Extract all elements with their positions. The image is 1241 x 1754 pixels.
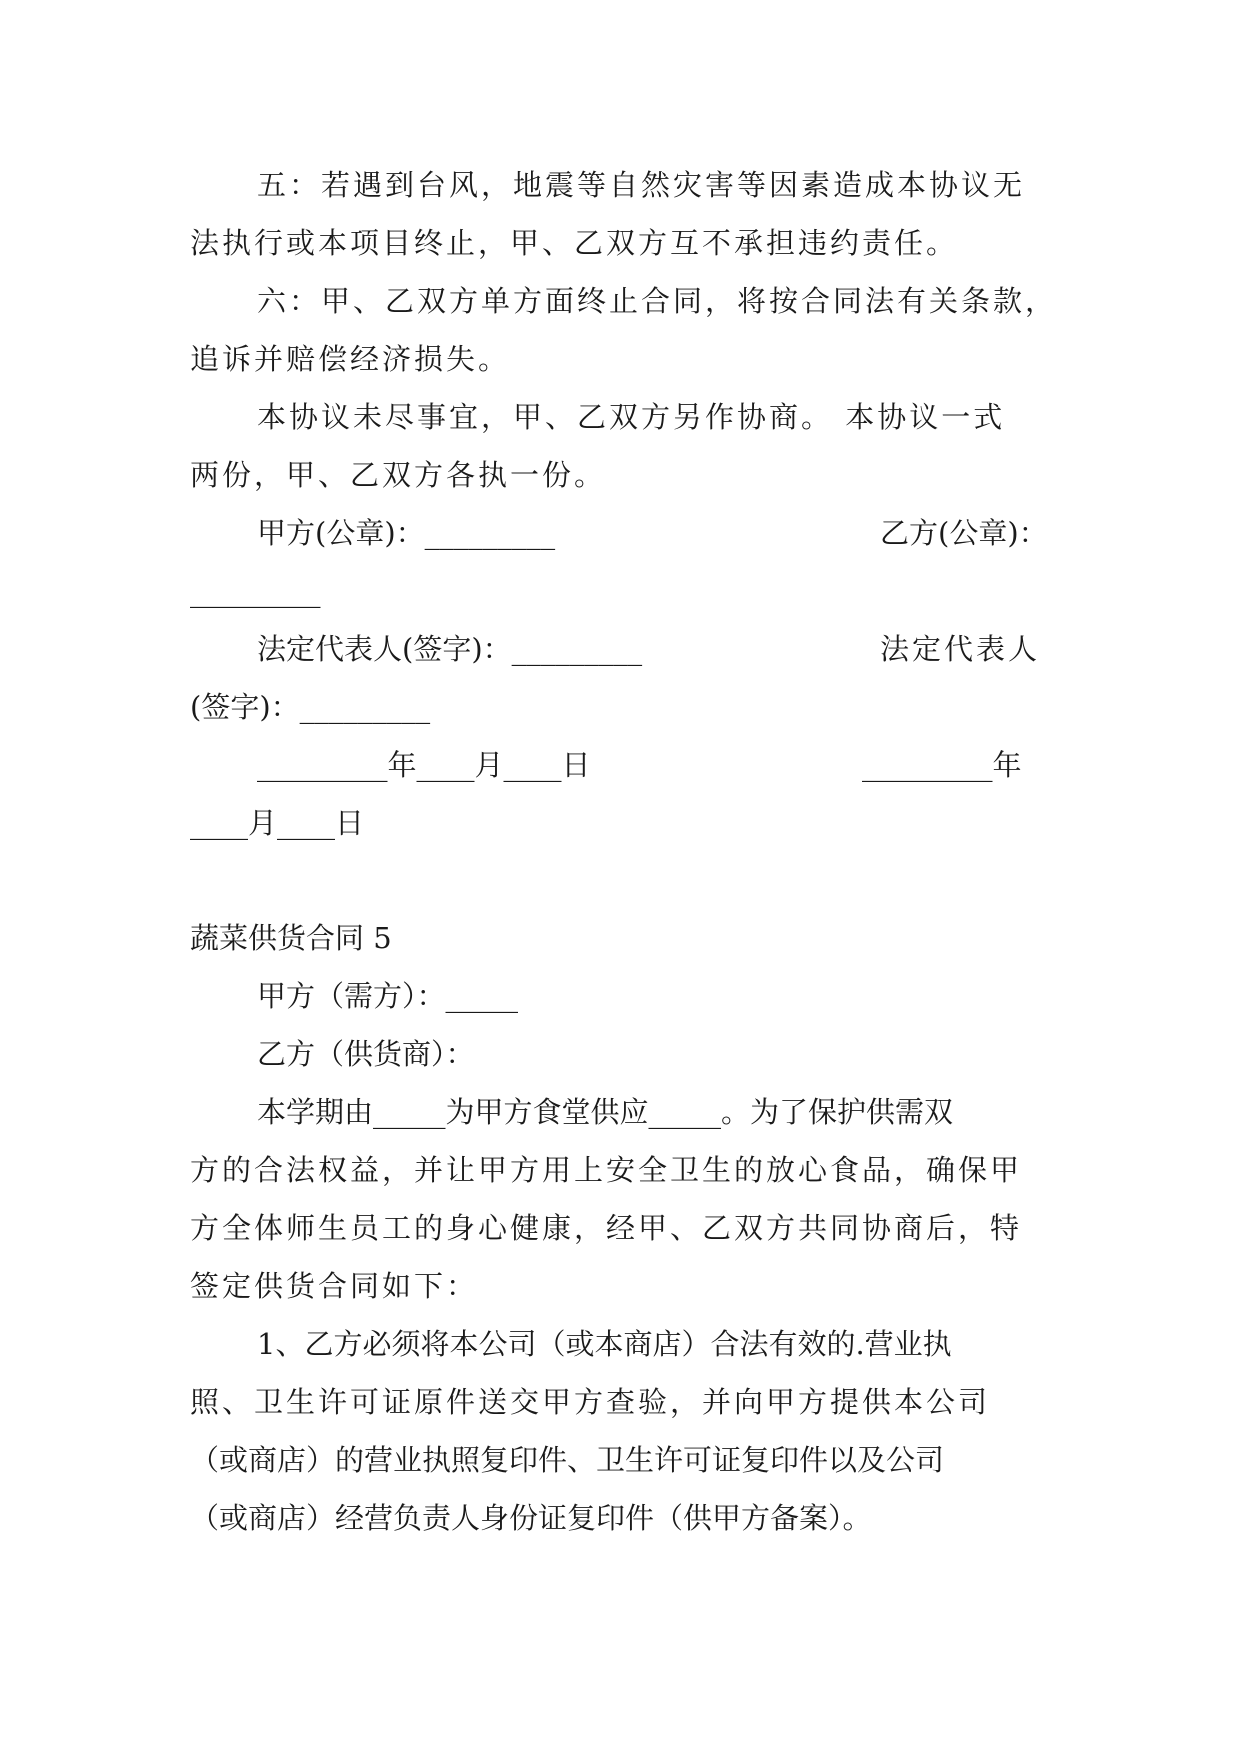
party-a-demand: 甲方（需方）：_____ — [257, 979, 519, 1013]
clause-1-line-3: （或商店）的营业执照复印件、卫生许可证复印件以及公司 — [190, 1443, 945, 1477]
clause-six-line-1: 六：甲、乙双方单方面终止合同，将按合同法有关条款， — [257, 284, 1058, 318]
party-b-seal-blank: _________ — [190, 574, 321, 608]
clause-1-line-4: （或商店）经营负责人身份证复印件（供甲方备案）。 — [190, 1501, 872, 1535]
intro-line-1: 本学期由_____为甲方食堂供应_____。为了保护供需双 — [257, 1095, 954, 1129]
party-b-seal: 乙方(公章)： — [880, 516, 1048, 550]
party-b-date-cont: ____月____日 — [190, 806, 365, 840]
contract-title: 蔬菜供货合同 5 — [190, 921, 392, 955]
party-b-date: _________年 — [862, 748, 1022, 782]
party-a-seal: 甲方(公章)：_________ — [257, 516, 556, 550]
party-b-representative-sign: (签字)：_________ — [190, 690, 431, 724]
closing-line-2: 两份，甲、乙双方各执一份。 — [190, 458, 607, 492]
clause-five-line-1: 五：若遇到台风，地震等自然灾害等因素造成本协议无 — [257, 168, 1026, 202]
closing-line-1: 本协议未尽事宜，甲、乙双方另作协商。 本协议一式 — [257, 400, 1006, 434]
clause-1-line-1: 1、乙方必须将本公司（或本商店）合法有效的.营业执 — [257, 1327, 952, 1361]
intro-line-2: 方的合法权益，并让甲方用上安全卫生的放心食品，确保甲 — [190, 1153, 1023, 1187]
party-b-supplier: 乙方（供货商）： — [257, 1037, 475, 1071]
party-a-date: _________年____月____日 — [257, 748, 591, 782]
clause-six-line-2: 追诉并赔偿经济损失。 — [190, 342, 511, 376]
party-b-representative: 法定代表人 — [880, 632, 1041, 666]
intro-line-3: 方全体师生员工的身心健康，经甲、乙双方共同协商后，特 — [190, 1211, 1023, 1245]
intro-line-4: 签定供货合同如下： — [190, 1269, 479, 1303]
clause-1-line-2: 照、卫生许可证原件送交甲方查验，并向甲方提供本公司 — [190, 1385, 991, 1419]
clause-five-line-2: 法执行或本项目终止，甲、乙双方互不承担违约责任。 — [190, 226, 959, 260]
party-a-representative: 法定代表人(签字)：_________ — [257, 632, 643, 666]
